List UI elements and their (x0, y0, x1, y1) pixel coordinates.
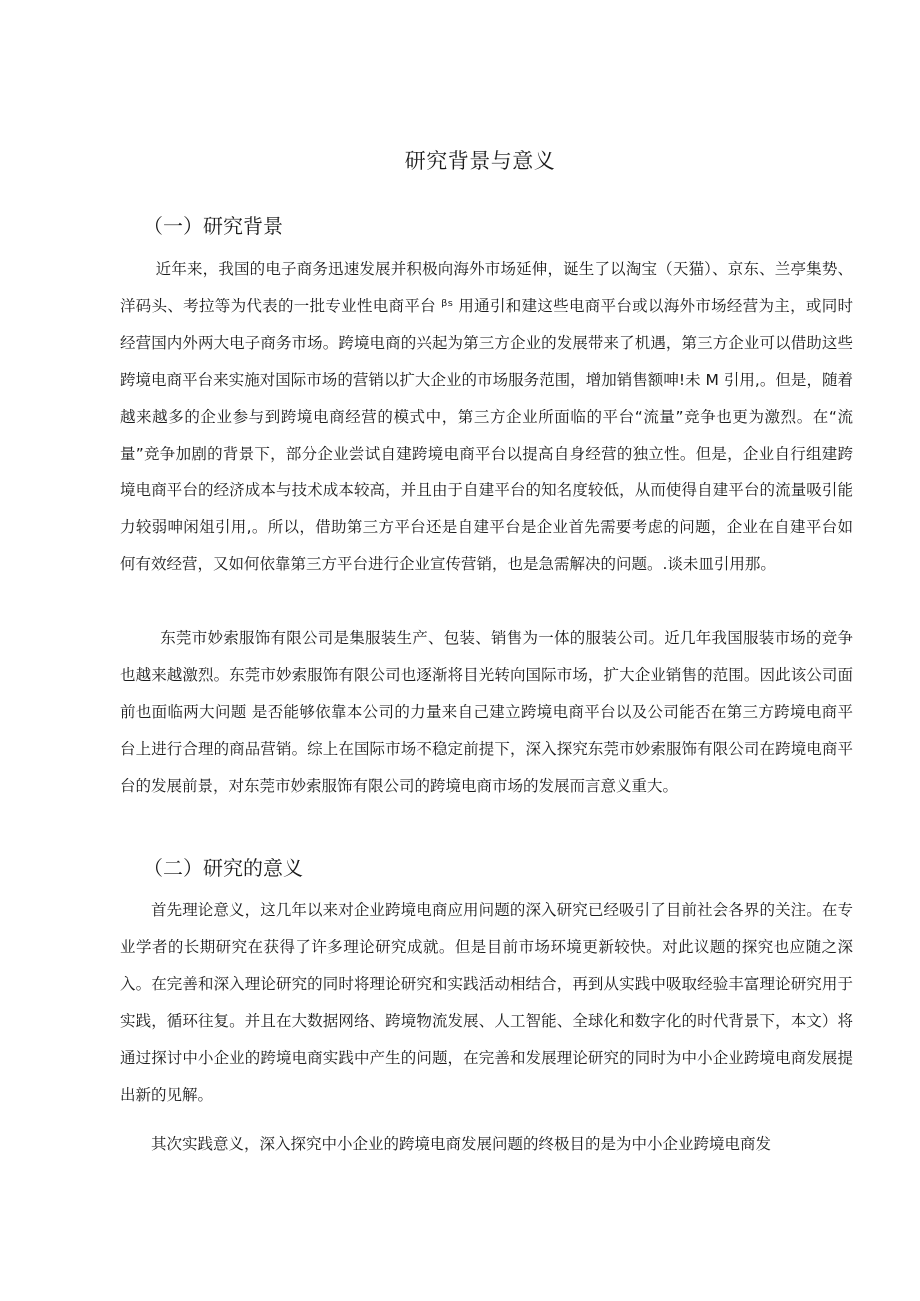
section-heading-significance: （二）研究的意义 (143, 856, 303, 880)
section-heading-background: （一）研究背景 (143, 214, 283, 238)
paragraph-background-1: 近年来，我国的电子商务迅速发展并积极向海外市场延伸，诞生了以淘宝（天猫）、京东、兰亭集势、洋码头、考拉等为代表的一批专业性电商平台 ᵝˢ 用通引和建这些电商平台或以海外市场经营为主，或同时经营国内外两大电子商务市场。跨境电商的兴起为第三方企业的发展带来了机遇，第三方企业可以借助这些跨境电商平台来实施对国际市场的营销以扩大企业的市场服务范围，增加销售额呻!未 M 引用,。但是，随着越来越多的企业参与到跨境电商经营的模式中，第三方企业所面临的平台“流量”竞争也更为激烈。在“流量”竞争加剧的背景下，部分企业尝试自建跨境电商平台以提高自身经营的独立性。但是，企业自行组建跨境电商平台的经济成本与技术成本较高，并且由于自建平台的知名度较低，从而使得自建平台的流量吸引能力较弱呻闲俎引用,。所以，借助第三方平台还是自建平台是企业首先需要考虑的问题，企业在自建平台如何有效经营，又如何依靠第三方平台进行企业宣传营销，也是急需解决的问题。.谈未皿引用那。 (120, 260, 853, 574)
paragraph-background-2: 东莞市妙索服饰有限公司是集服装生产、包装、销售为一体的服装公司。近几年我国服装市场的竞争也越来越激烈。东莞市妙索服饰有限公司也逐渐将目光转向国际市场，扩大企业销售的范围。因此该公司面前也面临两大问题 是否能够依靠本公司的力量来自己建立跨境电商平台以及公司能否在第三方跨境电商平台上进行合理的商品营销。综上在国际市场不稳定前提下，深入探究东莞市妙索服饰有限公司在跨境电商平台的发展前景，对东莞市妙索服饰有限公司的跨境电商市场的发展而言意义重大。 (120, 629, 853, 795)
document-title: 研究背景与意义 (404, 149, 556, 173)
paragraph-significance-1: 首先理论意义，这几年以来对企业跨境电商应用问题的深入研究已经吸引了目前社会各界的关注。在专业学者的长期研究在获得了许多理论研究成就。但是目前市场环境更新较快。对此议题的探究也应随之深入。在完善和深入理论研究的同时将理论研究和实践活动相结合，再到从实践中吸取经验丰富理论研究用于实践，循环往复。并且在大数据网络、跨境物流发展、人工智能、全球化和数字化的时代背景下，本文）将通过探讨中小企业的跨境电商实践中产生的问题，在完善和发展理论研究的同时为中小企业跨境电商发展提出新的见解。 (120, 901, 853, 1104)
paragraph-significance-2: 其次实践意义，深入探究中小企业的跨境电商发展问题的终极目的是为中小企业跨境电商发 (151, 1135, 772, 1153)
